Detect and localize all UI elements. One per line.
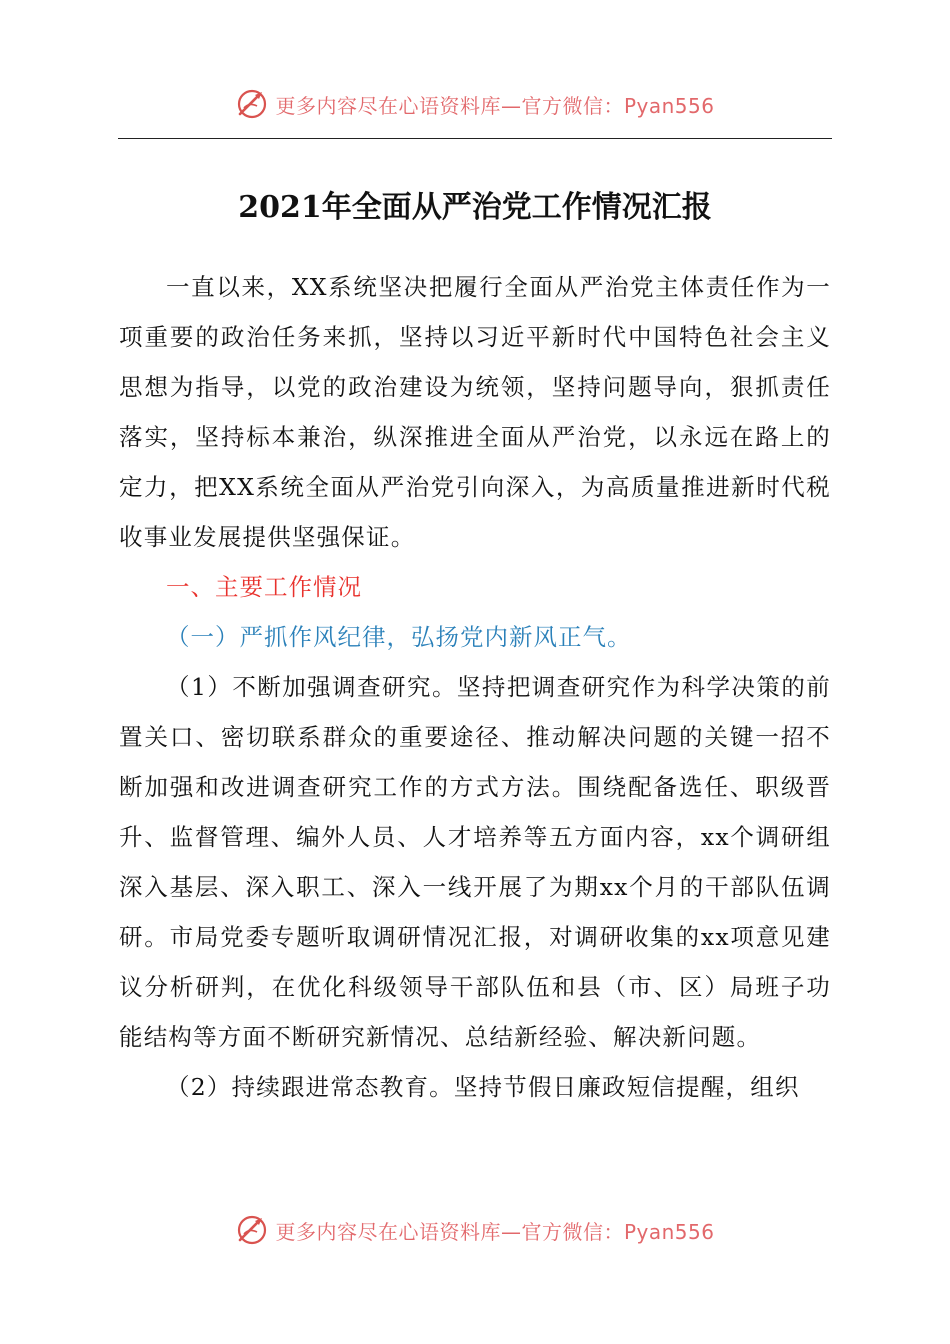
section-heading-main-work: 一、主要工作情况 bbox=[166, 573, 362, 601]
footer-banner-text: 更多内容尽在心语资料库—官方微信：Pyan556 bbox=[275, 1219, 715, 1244]
page-footer bbox=[0, 1208, 950, 1252]
footer-banner[interactable] bbox=[235, 1213, 714, 1247]
header-divider bbox=[118, 138, 832, 139]
document-body bbox=[119, 262, 831, 1112]
subsection-heading-discipline: （一）严抓作风纪律，弘扬党内新风正气。 bbox=[166, 623, 632, 651]
item-2-paragraph: （2）持续跟进常态教育。坚持节假日廉政短信提醒，组织 bbox=[166, 1073, 800, 1101]
page-header bbox=[0, 82, 950, 126]
header-banner-text: 更多内容尽在心语资料库—官方微信：Pyan556 bbox=[275, 93, 715, 118]
item-1-paragraph: （1）不断加强调查研究。坚持把调查研究作为科学决策的前置关口、密切联系群众的重要途径、推动解决问题的关键一招不断加强和改进调查研究工作的方式方法。围绕配备选任、职级晋升、监督管理、编外人员、人才培养等五方面内容，xx个调研组深入基层、深入职工、深入一线开展了为期xx个月的干部队伍调研。市局党委专题听取调研情况汇报，对调研收集的xx项意见建议分析研判，在优化科级领导干部队伍和县（市、区）局班子功能结构等方面不断研究新情况、总结新经验、解决新问题。 bbox=[119, 673, 831, 1051]
intro-paragraph: 一直以来，XX系统坚决把履行全面从严治党主体责任作为一项重要的政治任务来抓，坚持以习近平新时代中国特色社会主义思想为指导，以党的政治建设为统领，坚持问题导向，狠抓责任落实，坚持标本兼治，纵深推进全面从严治党，以永远在路上的定力，把XX系统全面从严治党引向深入，为高质量推进新时代税收事业发展提供坚强保证。 bbox=[119, 273, 831, 551]
document-title: 2021年全面从严治党工作情况汇报 bbox=[238, 190, 712, 225]
pen-logo-icon bbox=[235, 1213, 269, 1247]
header-banner[interactable] bbox=[235, 87, 714, 121]
pen-logo-icon bbox=[235, 87, 269, 121]
